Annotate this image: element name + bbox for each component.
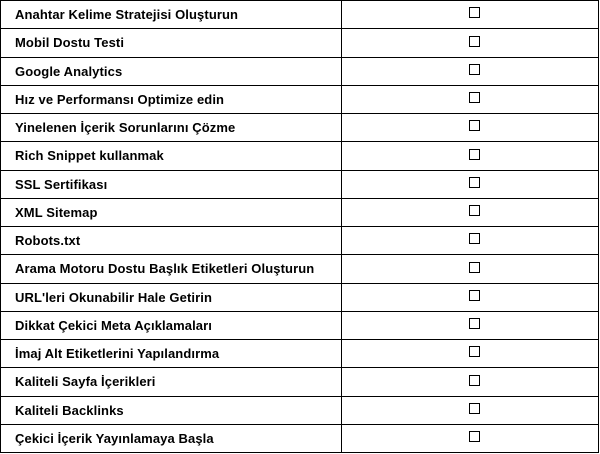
item-label: Google Analytics — [1, 57, 342, 85]
checkbox[interactable] — [469, 7, 480, 18]
checkbox-cell — [342, 142, 599, 170]
table-row — [1, 57, 599, 85]
checkbox[interactable] — [469, 64, 480, 75]
item-label: Mobil Dostu Testi — [1, 29, 342, 57]
checkbox[interactable] — [469, 431, 480, 442]
table-row — [1, 114, 599, 142]
table-row — [1, 227, 599, 255]
table-row — [1, 283, 599, 311]
checkbox-cell — [342, 255, 599, 283]
checkbox[interactable] — [469, 403, 480, 414]
checkbox[interactable] — [469, 290, 480, 301]
item-label: XML Sitemap — [1, 198, 342, 226]
checkbox-cell — [342, 396, 599, 424]
checkbox[interactable] — [469, 92, 480, 103]
table-row — [1, 170, 599, 198]
checkbox[interactable] — [469, 233, 480, 244]
checkbox[interactable] — [469, 149, 480, 160]
item-label: SSL Sertifikası — [1, 170, 342, 198]
checkbox-cell — [342, 283, 599, 311]
checkbox-cell — [342, 340, 599, 368]
checkbox-cell — [342, 198, 599, 226]
checkbox-cell — [342, 227, 599, 255]
checkbox-cell — [342, 29, 599, 57]
item-label: Yinelenen İçerik Sorunlarını Çözme — [1, 114, 342, 142]
checkbox-cell — [342, 57, 599, 85]
checkbox-cell — [342, 1, 599, 29]
checkbox[interactable] — [469, 177, 480, 188]
checkbox-cell — [342, 311, 599, 339]
table-row — [1, 85, 599, 113]
table-row — [1, 424, 599, 452]
table-row — [1, 142, 599, 170]
checkbox[interactable] — [469, 318, 480, 329]
item-label: Arama Motoru Dostu Başlık Etiketleri Oluşturun — [1, 255, 342, 283]
table-row — [1, 1, 599, 29]
checkbox[interactable] — [469, 120, 480, 131]
checkbox-cell — [342, 85, 599, 113]
checkbox[interactable] — [469, 375, 480, 386]
table-row — [1, 198, 599, 226]
item-label: Dikkat Çekici Meta Açıklamaları — [1, 311, 342, 339]
checkbox-cell — [342, 170, 599, 198]
item-label: Robots.txt — [1, 227, 342, 255]
item-label: İmaj Alt Etiketlerini Yapılandırma — [1, 340, 342, 368]
item-label: Hız ve Performansı Optimize edin — [1, 85, 342, 113]
table-row — [1, 340, 599, 368]
item-label: URL'leri Okunabilir Hale Getirin — [1, 283, 342, 311]
item-label: Kaliteli Sayfa İçerikleri — [1, 368, 342, 396]
checkbox[interactable] — [469, 262, 480, 273]
checkbox-cell — [342, 424, 599, 452]
checkbox-cell — [342, 114, 599, 142]
checklist-body — [1, 1, 599, 453]
item-label: Kaliteli Backlinks — [1, 396, 342, 424]
checkbox[interactable] — [469, 346, 480, 357]
table-row — [1, 368, 599, 396]
table-row — [1, 311, 599, 339]
checkbox-cell — [342, 368, 599, 396]
table-row — [1, 29, 599, 57]
item-label: Anahtar Kelime Stratejisi Oluşturun — [1, 1, 342, 29]
checkbox[interactable] — [469, 205, 480, 216]
table-row — [1, 255, 599, 283]
checkbox[interactable] — [469, 36, 480, 47]
item-label: Çekici İçerik Yayınlamaya Başla — [1, 424, 342, 452]
item-label: Rich Snippet kullanmak — [1, 142, 342, 170]
table-row — [1, 396, 599, 424]
